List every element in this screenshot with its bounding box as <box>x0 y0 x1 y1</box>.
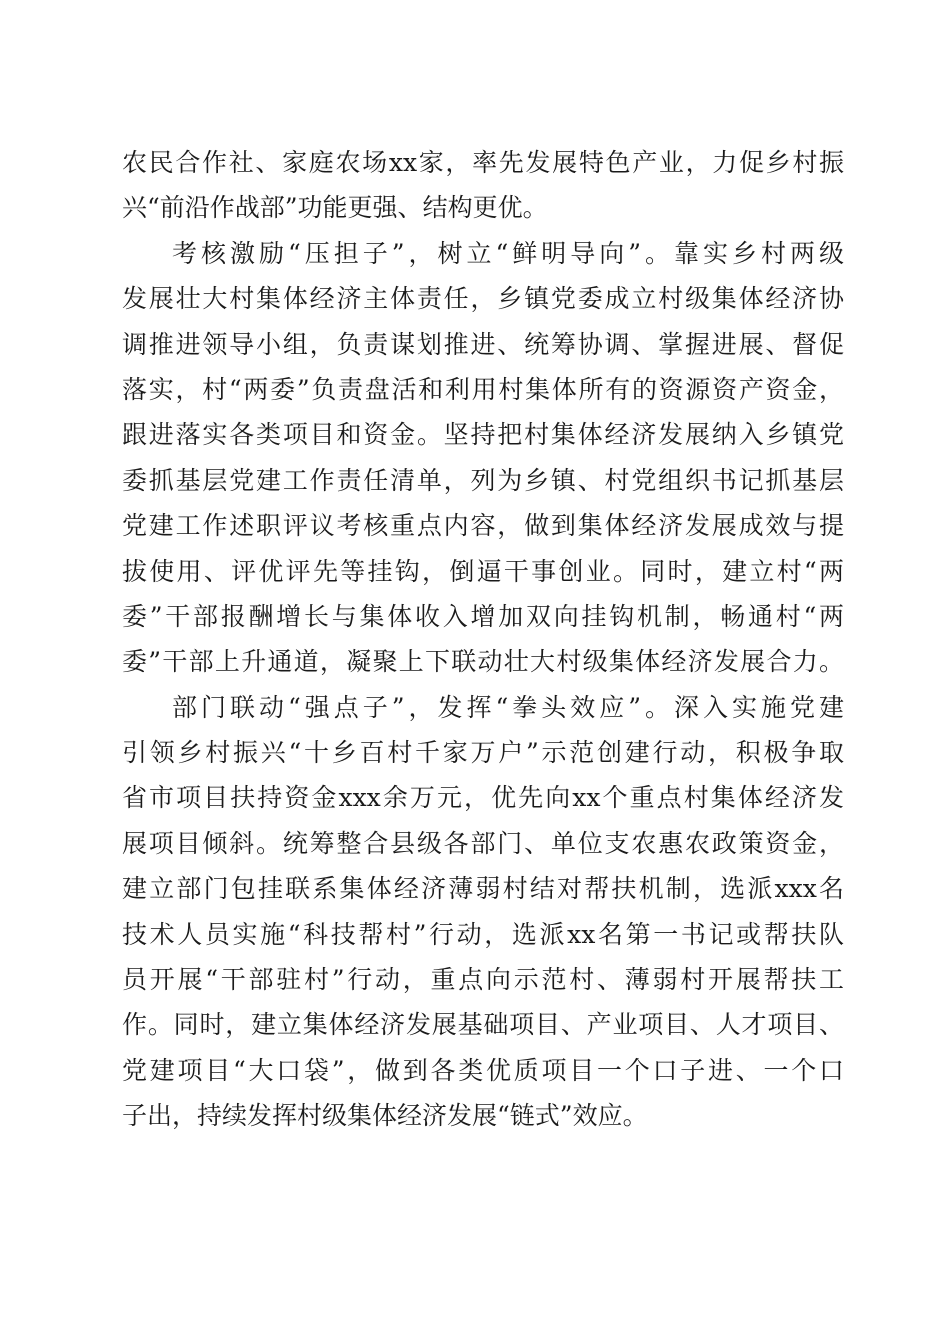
text-line: 农民合作社、家庭农场xx家，率先发展特色产业，力促乡村振 <box>122 148 844 177</box>
text-line: 委”干部上升通道，凝聚上下联动壮大村级集体经济发展合力。 <box>122 647 844 677</box>
text-line: 落实，村“两委”负责盘活和利用村集体所有的资源资产资金， <box>122 374 844 404</box>
text-line: 展项目倾斜。统筹整合县级各部门、单位支农惠农政策资金， <box>122 828 844 858</box>
paragraph-assessment-incentive <box>122 231 844 685</box>
text-line: 子出，持续发挥村级集体经济发展“链式”效应。 <box>122 1101 648 1131</box>
text-line: 党建项目“大口袋”，做到各类优质项目一个口子进、一个口 <box>122 1055 844 1085</box>
text-line: 技术人员实施“科技帮村”行动，选派xx名第一书记或帮扶队 <box>122 919 844 949</box>
text-line: 委抓基层党建工作责任清单，列为乡镇、村党组织书记抓基层 <box>122 465 844 495</box>
body-text <box>122 140 844 1139</box>
text-line: 引领乡村振兴“十乡百村千家万户”示范创建行动，积极争取 <box>122 738 844 768</box>
paragraph-continuation <box>122 140 844 231</box>
text-line: 作。同时，建立集体经济发展基础项目、产业项目、人才项目、 <box>122 1010 844 1040</box>
text-line: 发展壮大村集体经济主体责任，乡镇党委成立村级集体经济协 <box>122 284 844 314</box>
text-line: 拔使用、评优评先等挂钩，倒逼干事创业。同时，建立村“两 <box>122 556 844 586</box>
text-line: 考核激励“压担子”，树立“鲜明导向”。靠实乡村两级 <box>172 238 844 268</box>
text-line: 员开展“干部驻村”行动，重点向示范村、薄弱村开展帮扶工 <box>122 965 844 995</box>
text-line: 部门联动“强点子”，发挥“拳头效应”。深入实施党建 <box>172 692 844 722</box>
text-line: 省市项目扶持资金xxx余万元，优先向xx个重点村集体经济发 <box>122 783 844 813</box>
text-line: 跟进落实各类项目和资金。坚持把村集体经济发展纳入乡镇党 <box>122 420 844 450</box>
text-line: 调推进领导小组，负责谋划推进、统筹协调、掌握进展、督促 <box>122 329 844 359</box>
text-line: 党建工作述职评议考核重点内容，做到集体经济发展成效与提 <box>122 511 844 541</box>
text-line: 兴“前沿作战部”功能更强、结构更优。 <box>122 193 548 223</box>
paragraph-department-linkage <box>122 685 844 1139</box>
text-line: 委”干部报酬增长与集体收入增加双向挂钩机制，畅通村“两 <box>122 601 844 631</box>
text-line: 建立部门包挂联系集体经济薄弱村结对帮扶机制，选派xxx名 <box>122 874 844 904</box>
